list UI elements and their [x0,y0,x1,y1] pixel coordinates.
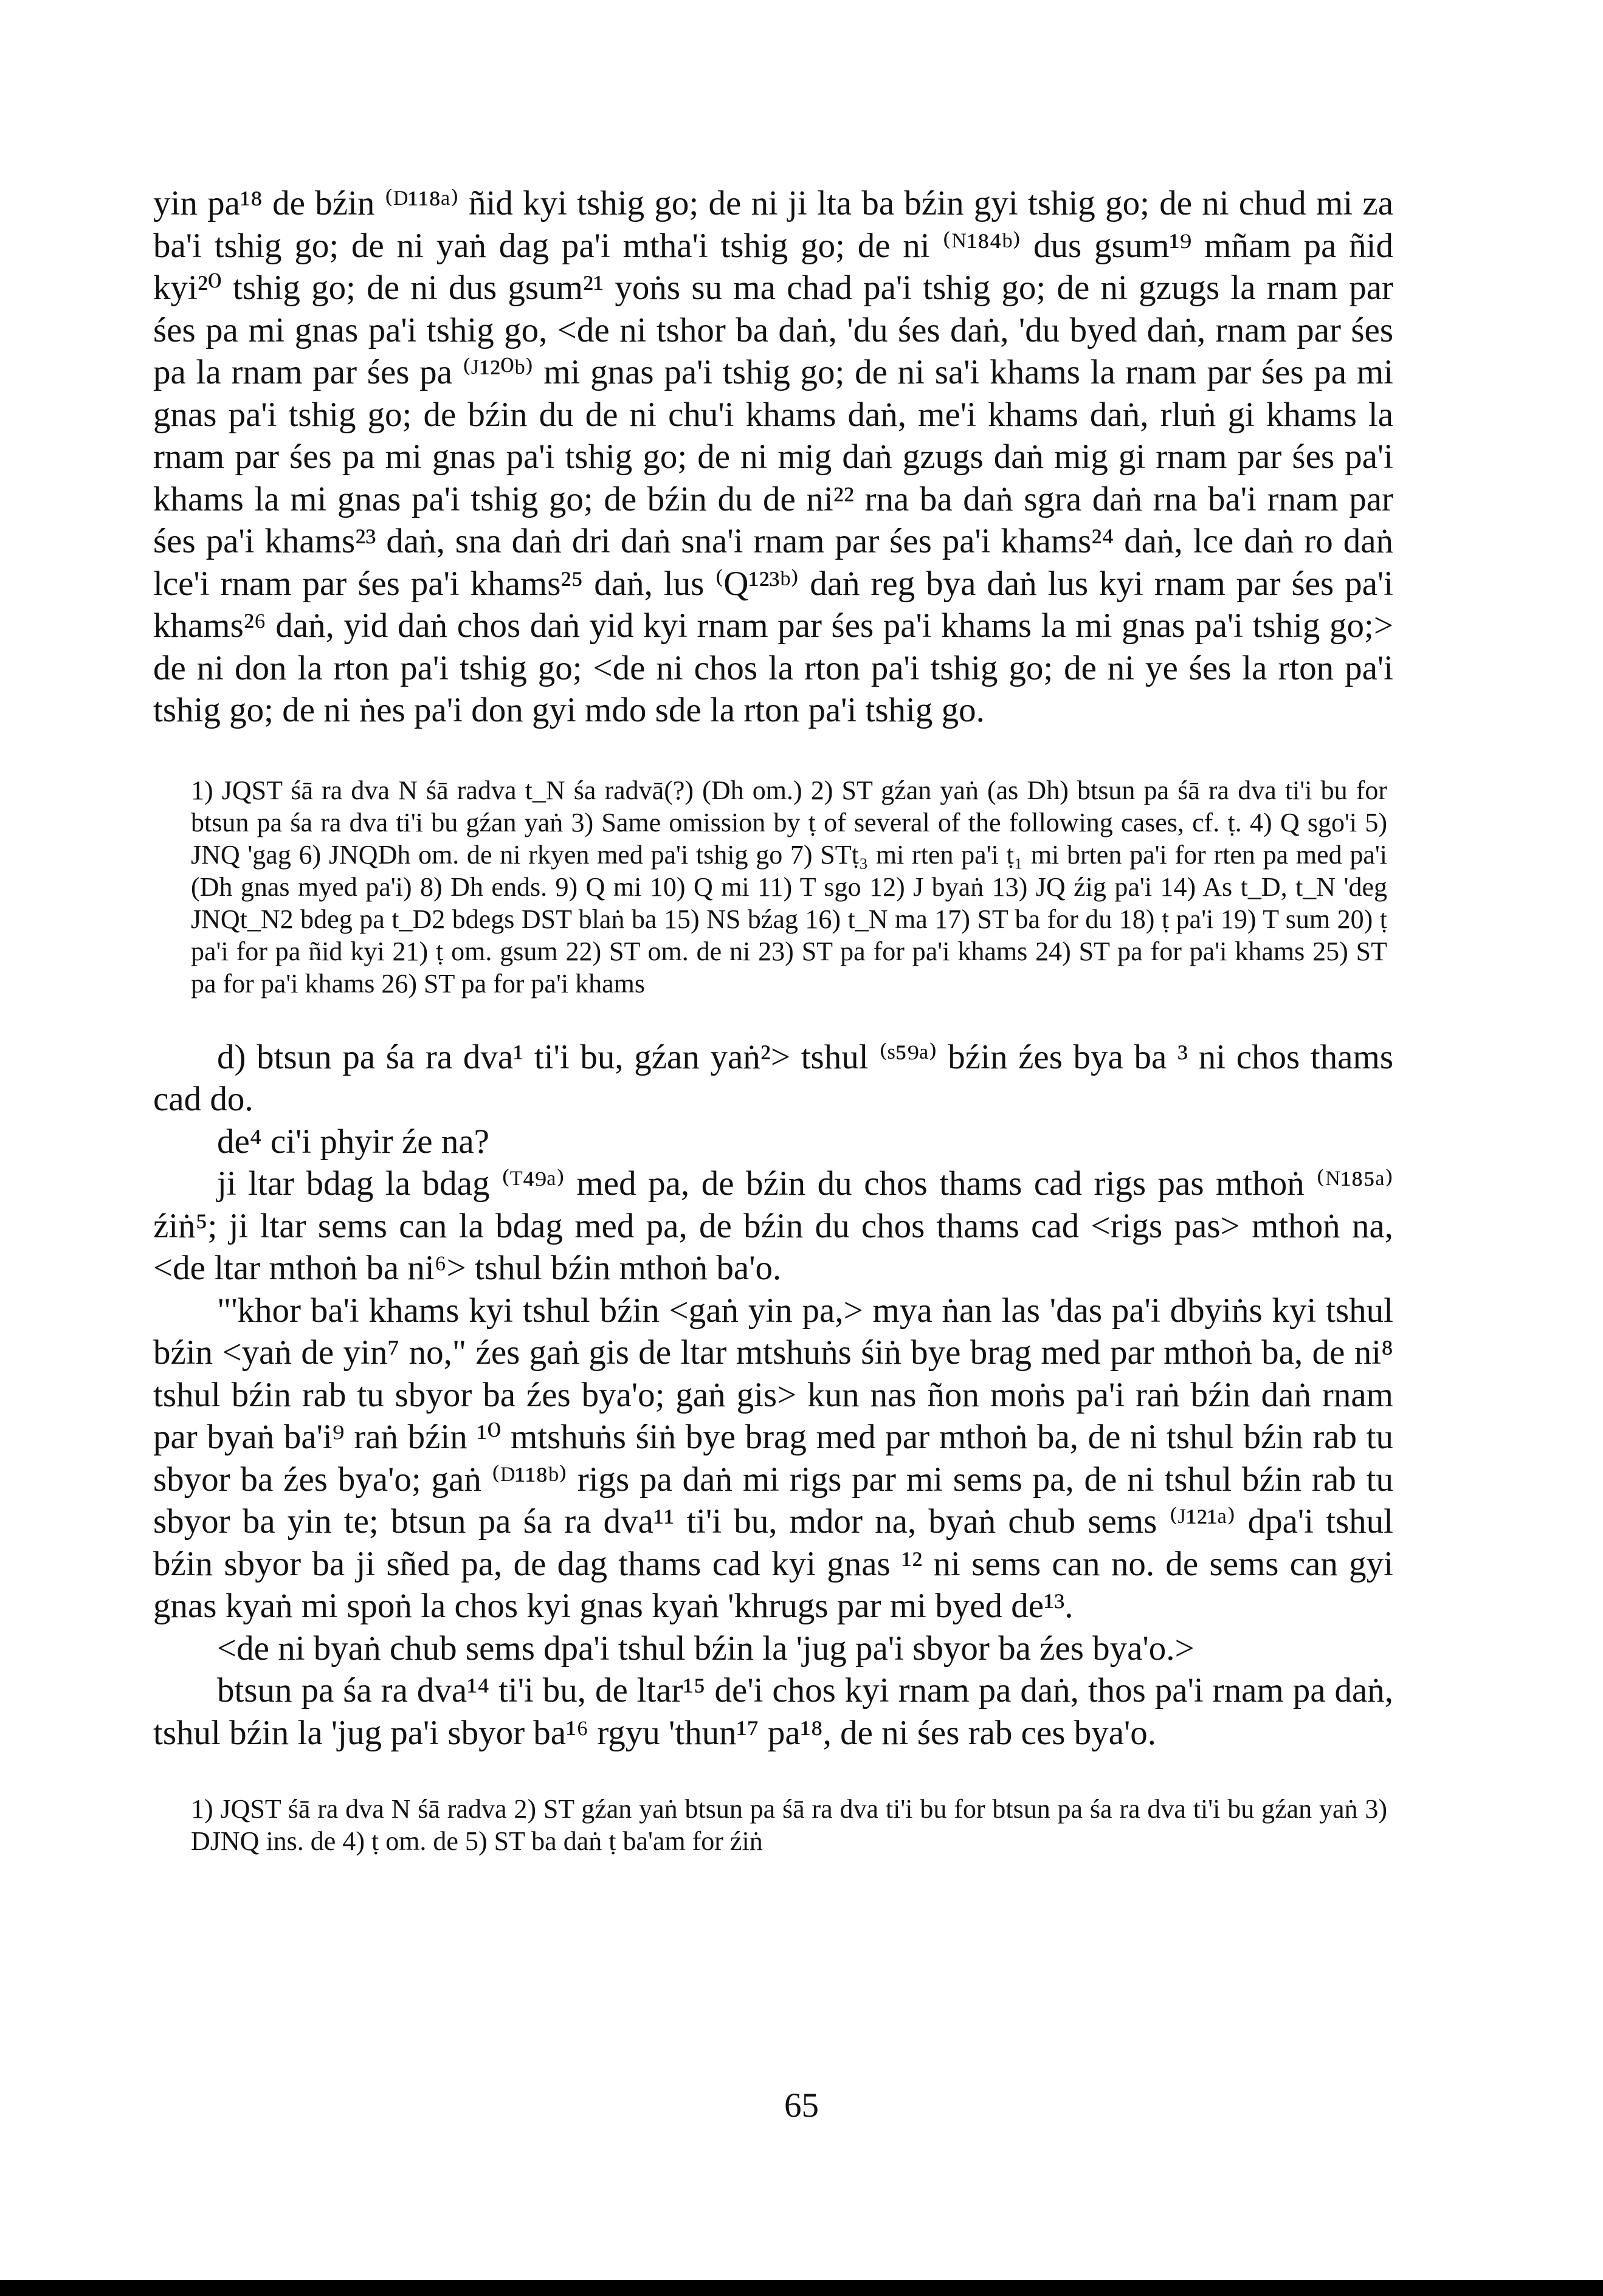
paragraph-d-4 [153,1290,1402,1627]
bottom-edge-bar [0,2280,1603,2296]
footnotes-block-1 [153,774,1393,1000]
paragraph-d-1 [153,1036,1402,1121]
paragraph-d-2-text: de⁴ ci'i phyir źe na? [217,1122,489,1161]
paragraph-d-6 [153,1669,1402,1754]
page-number: 65 [784,2086,819,2125]
paragraph-d-5-text: ˂de ni byaṅ chub sems dpa'i tshul bźin la 'jug pa'i sbyor ba źes bya'o.˃ [217,1629,1194,1668]
paragraph-d-4-text: "'khor ba'i khams kyi tshul bźin ˂gaṅ yin pa,˃ mya ṅan las 'das pa'i dbyiṅs kyi tshul bźin ˂yaṅ de yin⁷ no," źes gaṅ gis de ltar mtshuṅs śiṅ bye brag med par mthoṅ ba, de ni⁸ tshul bźin rab tu sbyor ba źes bya'o; gaṅ gis˃ kun nas ñon moṅs pa'i raṅ bźin daṅ rnam par byaṅ ba'i⁹ raṅ bźin ¹⁰ mtshuṅs śiṅ bye brag med par mthoṅ ba, de ni tshul bźin rab tu sbyor ba źes bya'o; gaṅ ⁽ᴰ¹¹⁸ᵇ⁾ rigs pa daṅ mi rigs par mi sems pa, de ni tshul bźin rab tu sbyor ba yin te; btsun pa śa ra dva¹¹ ti'i bu, mdor na, byaṅ chub sems ⁽ᴶ¹²¹ᵃ⁾ dpa'i tshul bźin sbyor ba ji sñed pa, de dag thams cad kyi gnas ¹² ni sems can no. de sems can gyi gnas kyaṅ mi spoṅ la chos kyi gnas kyaṅ 'khrugs par mi byed de¹³. [153,1291,1402,1625]
paragraph-d-1-text: d) btsun pa śa ra dva¹ ti'i bu, gźan yaṅ²˃ tshul ⁽ˢ⁵⁹ᵃ⁾ bźin źes bya ba ³ ni chos thams cad do. [153,1037,1402,1118]
footnotes-text-2: 1) JQST śā ra dva N śā radva 2) ST gźan yaṅ btsun pa śā ra dva ti'i bu for btsun pa śa ra dva ti'i bu gźan yaṅ 3) DJNQ ins. de 4) ṭ om. de 5) ST ba daṅ ṭ ba'am for źiṅ [191,1794,1387,1856]
paragraph-d-6-text: btsun pa śa ra dva¹⁴ ti'i bu, de ltar¹⁵ de'i chos kyi rnam pa daṅ, thos pa'i rnam pa daṅ, tshul bźin la 'jug pa'i sbyor ba¹⁶ rgyu 'thun¹⁷ pa¹⁸, de ni śes rab ces bya'o. [153,1671,1402,1752]
footnotes-block-2 [153,1793,1393,1857]
main-paragraph-1 [153,182,1402,732]
footnotes-text-1: 1) JQST śā ra dva N śā radva t_N śa radvā(?) (Dh om.) 2) ST gźan yaṅ (as Dh) btsun pa śā ra dva ti'i bu for btsun pa śa ra dva ti'i bu gźan yaṅ 3) Same omission by ṭ of several of the following cases, cf. ṭ. 4) Q sgo'i 5) JNQ 'gag 6) JNQDh om. de ni rkyen med pa'i tshig go 7) STṭ₃ mi rten pa'i ṭ₁ mi brten pa'i for rten pa med pa'i (Dh gnas myed pa'i) 8) Dh ends. 9) Q mi 10) Q mi 11) T sgo 12) J byaṅ 13) JQ źig pa'i 14) As t_D, t_N 'deg JNQt_N2 bdeg pa t_D2 bdegs DST blaṅ ba 15) NS bźag 16) t_N ma 17) ST ba for du 18) ṭ pa'i 19) T sum 20) ṭ pa'i for pa ñid kyi 21) ṭ om. gsum 22) ST om. de ni 23) ST pa for pa'i khams 24) ST pa for pa'i khams 25) ST pa for pa'i khams 26) ST pa for pa'i khams [191,775,1387,998]
paragraph-d-2 [153,1121,1393,1163]
paragraph-d-3 [153,1163,1402,1290]
section-d [153,1036,1402,1755]
text-block-1: yin pa¹⁸ de bźin ⁽ᴰ¹¹⁸ᵃ⁾ ñid kyi tshig go; de ni ji lta ba bźin gyi tshig go; de ni chud mi za ba'i tshig go; de ni yaṅ dag pa'i mtha'i tshig go; de ni ⁽ᴺ¹⁸⁴ᵇ⁾ dus gsum¹⁹ mñam pa ñid kyi²⁰ tshig go; de ni dus gsum²¹ yoṅs su ma chad pa'i tshig go; de ni gzugs la rnam par śes pa mi gnas pa'i tshig go, ˂de ni tshor ba daṅ, 'du śes daṅ, 'du byed daṅ, rnam par śes pa la rnam par śes pa ⁽ᴶ¹²⁰ᵇ⁾ mi gnas pa'i tshig go; de ni sa'i khams la rnam par śes pa mi gnas pa'i tshig go; de bźin du de ni chu'i khams daṅ, me'i khams daṅ, rluṅ gi khams la rnam par śes pa mi gnas pa'i tshig go; de ni mig daṅ gzugs daṅ mig gi rnam par śes pa'i khams la mi gnas pa'i tshig go; de bźin du de ni²² rna ba daṅ sgra daṅ rna ba'i rnam par śes pa'i khams²³ daṅ, sna daṅ dri daṅ sna'i rnam par śes pa'i khams²⁴ daṅ, lce daṅ ro daṅ lce'i rnam par śes pa'i khams²⁵ daṅ, lus ⁽Q¹²³ᵇ⁾ daṅ reg bya daṅ lus kyi rnam par śes pa'i khams²⁶ daṅ, yid daṅ chos daṅ yid kyi rnam par śes pa'i khams la mi gnas pa'i tshig go;˃ de ni don la rton pa'i tshig go; ˂de ni chos la rton pa'i tshig go; de ni ye śes la rton pa'i tshig go; de ni ṅes pa'i don gyi mdo sde la rton pa'i tshig go. [153,184,1402,729]
paragraph-d-3-text: ji ltar bdag la bdag ⁽ᵀ⁴⁹ᵃ⁾ med pa, de bźin du chos thams cad rigs pas mthoṅ ⁽ᴺ¹⁸⁵ᵃ⁾ źiṅ⁵; ji ltar sems can la bdag med pa, de bźin du chos thams cad ˂rigs pas˃ mthoṅ na, ˂de ltar mthoṅ ba ni⁶˃ tshul bźin mthoṅ ba'o. [153,1164,1402,1287]
page-body [153,182,1402,1857]
paragraph-d-5 [153,1627,1393,1670]
